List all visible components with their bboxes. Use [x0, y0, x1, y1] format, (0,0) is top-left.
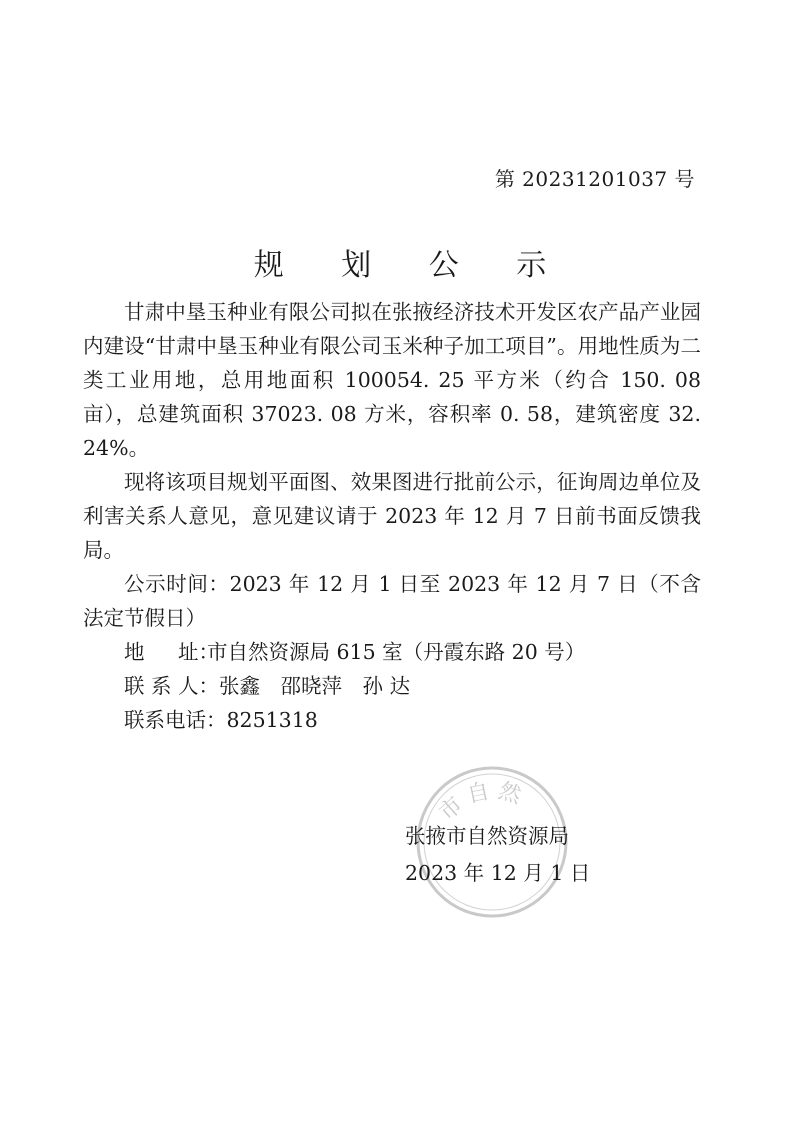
address-label-char1: 地 [124, 640, 145, 664]
contact-line [83, 669, 701, 703]
document-body [83, 295, 701, 737]
paragraph-period: 公示时间：2023 年 12 月 1 日至 2023 年 12 月 7 日（不含法定节假日） [83, 572, 701, 630]
address-line [83, 635, 701, 669]
signature-block [405, 818, 590, 892]
page-title: 规 划 公 示 [253, 248, 571, 283]
contact-value: 张鑫 邵晓萍 孙 达 [219, 674, 411, 698]
paragraph-notice: 现将该项目规划平面图、效果图进行批前公示，征询周边单位及利害关系人意见，意见建议请于 2023 年 12 月 7 日前书面反馈我局。 [83, 470, 701, 562]
contact-label: 联 系 人： [124, 674, 220, 698]
phone-line [83, 703, 701, 737]
signature-org: 张掖市自然资源局 [405, 824, 569, 848]
signature-date: 2023 年 12 月 1 日 [405, 861, 591, 885]
seal-text: 市自然 [434, 778, 530, 826]
address-label-char2: 址： [178, 640, 219, 664]
address-label [124, 635, 219, 669]
address-value: 市自然资源局 615 室（丹霞东路 20 号） [207, 640, 586, 664]
phone-value: 8251318 [226, 708, 318, 732]
document-number: 第 20231201037 号 [494, 167, 695, 191]
phone-label: 联系电话： [124, 708, 227, 732]
paragraph-project: 甘肃中垦玉种业有限公司拟在张掖经济技术开发区农产品产业园内建设“甘肃中垦玉种业有限公司玉米种子加工项目”。用地性质为二类工业用地，总用地面积 100054. 25 平方米（约合 150. 08 亩），总建筑面积 37023. 08 方米，容积率 0. 58，建筑密度 32. 24%。 [83, 300, 701, 460]
